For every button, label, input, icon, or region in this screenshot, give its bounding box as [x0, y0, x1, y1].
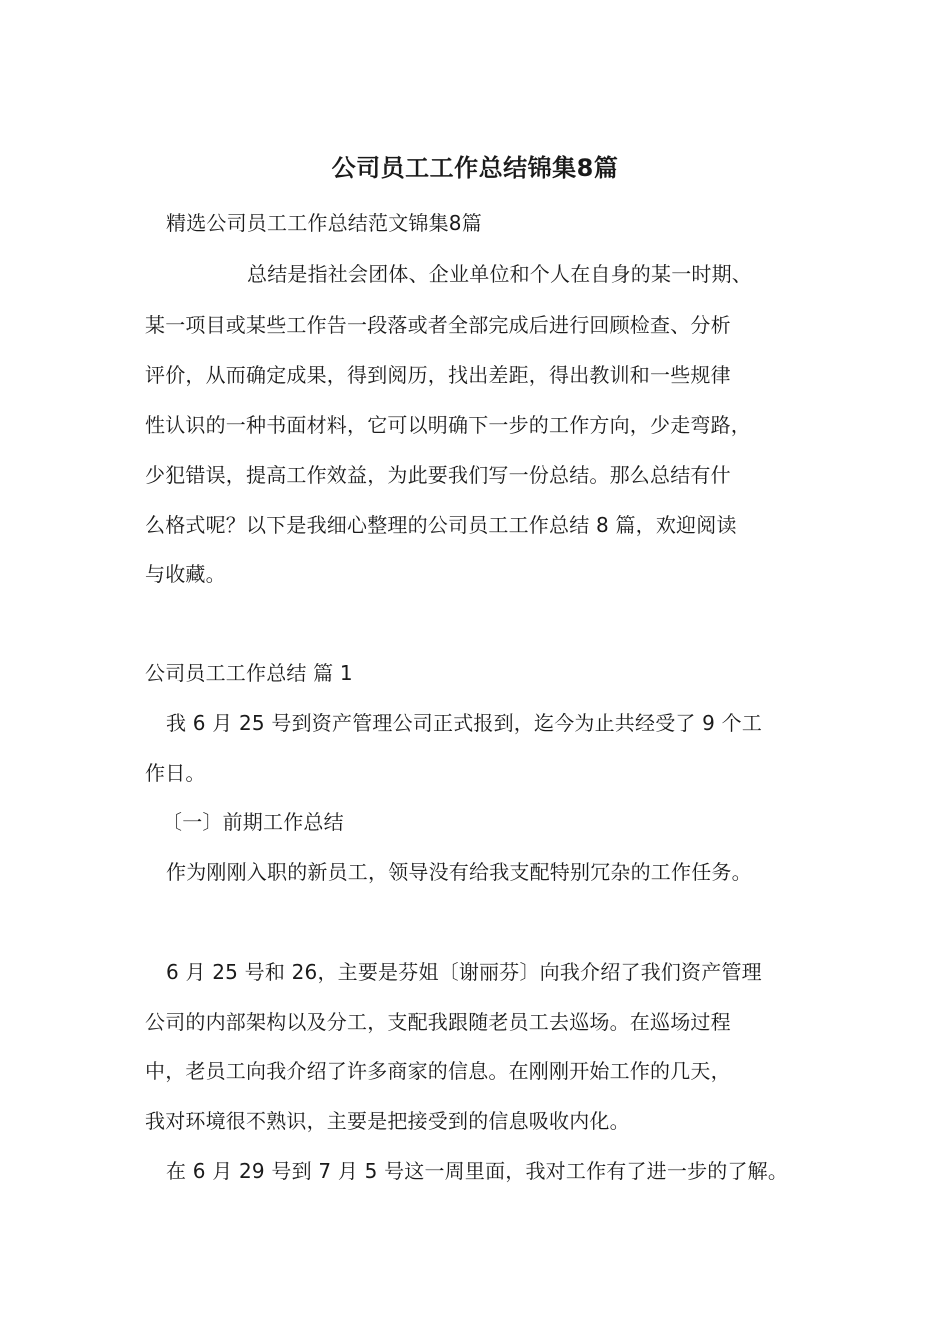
intro-line: 少犯错误，提高工作效益，为此要我们写一份总结。那么总结有什 — [145, 463, 731, 487]
paragraph-line: 我 6 月 25 号到资产管理公司正式报到，迄今为止共经受了 9 个工 — [166, 711, 763, 735]
paragraph-line: 在 6 月 29 号到 7 月 5 号这一周里面，我对工作有了进一步的了解。 — [166, 1159, 789, 1183]
intro-line: 么格式呢？以下是我细心整理的公司员工工作总结 8 篇，欢迎阅读 — [145, 513, 737, 537]
document-subtitle: 精选公司员工工作总结范文锦集8篇 — [166, 211, 482, 235]
document-title: 公司员工工作总结锦集8篇 — [331, 154, 619, 182]
paragraph-line: 公司的内部架构以及分工，支配我跟随老员工去巡场。在巡场过程 — [145, 1010, 731, 1034]
intro-line: 某一项目或某些工作告一段落或者全部完成后进行回顾检查、分析 — [145, 313, 731, 337]
section-heading: 公司员工工作总结 篇 1 — [145, 661, 353, 685]
paragraph-line: 6 月 25 号和 26，主要是芬姐〔谢丽芬〕向我介绍了我们资产管理 — [166, 960, 762, 984]
paragraph-line: 作为刚刚入职的新员工，领导没有给我支配特别冗杂的工作任务。 — [166, 860, 752, 884]
intro-line: 总结是指社会团体、企业单位和个人在自身的某一时期、 — [247, 262, 752, 286]
intro-line: 评价，从而确定成果，得到阅历，找出差距，得出教训和一些规律 — [145, 363, 731, 387]
paragraph-line: 我对环境很不熟识，主要是把接受到的信息吸收内化。 — [145, 1109, 630, 1133]
paragraph-line: 作日。 — [145, 761, 206, 785]
paragraph-line: 中，老员工向我介绍了许多商家的信息。在刚刚开始工作的几天， — [145, 1059, 731, 1083]
intro-line: 与收藏。 — [145, 562, 226, 586]
intro-line: 性认识的一种书面材料，它可以明确下一步的工作方向，少走弯路， — [145, 413, 751, 437]
subheading: 〔一〕前期工作总结 — [162, 810, 344, 834]
